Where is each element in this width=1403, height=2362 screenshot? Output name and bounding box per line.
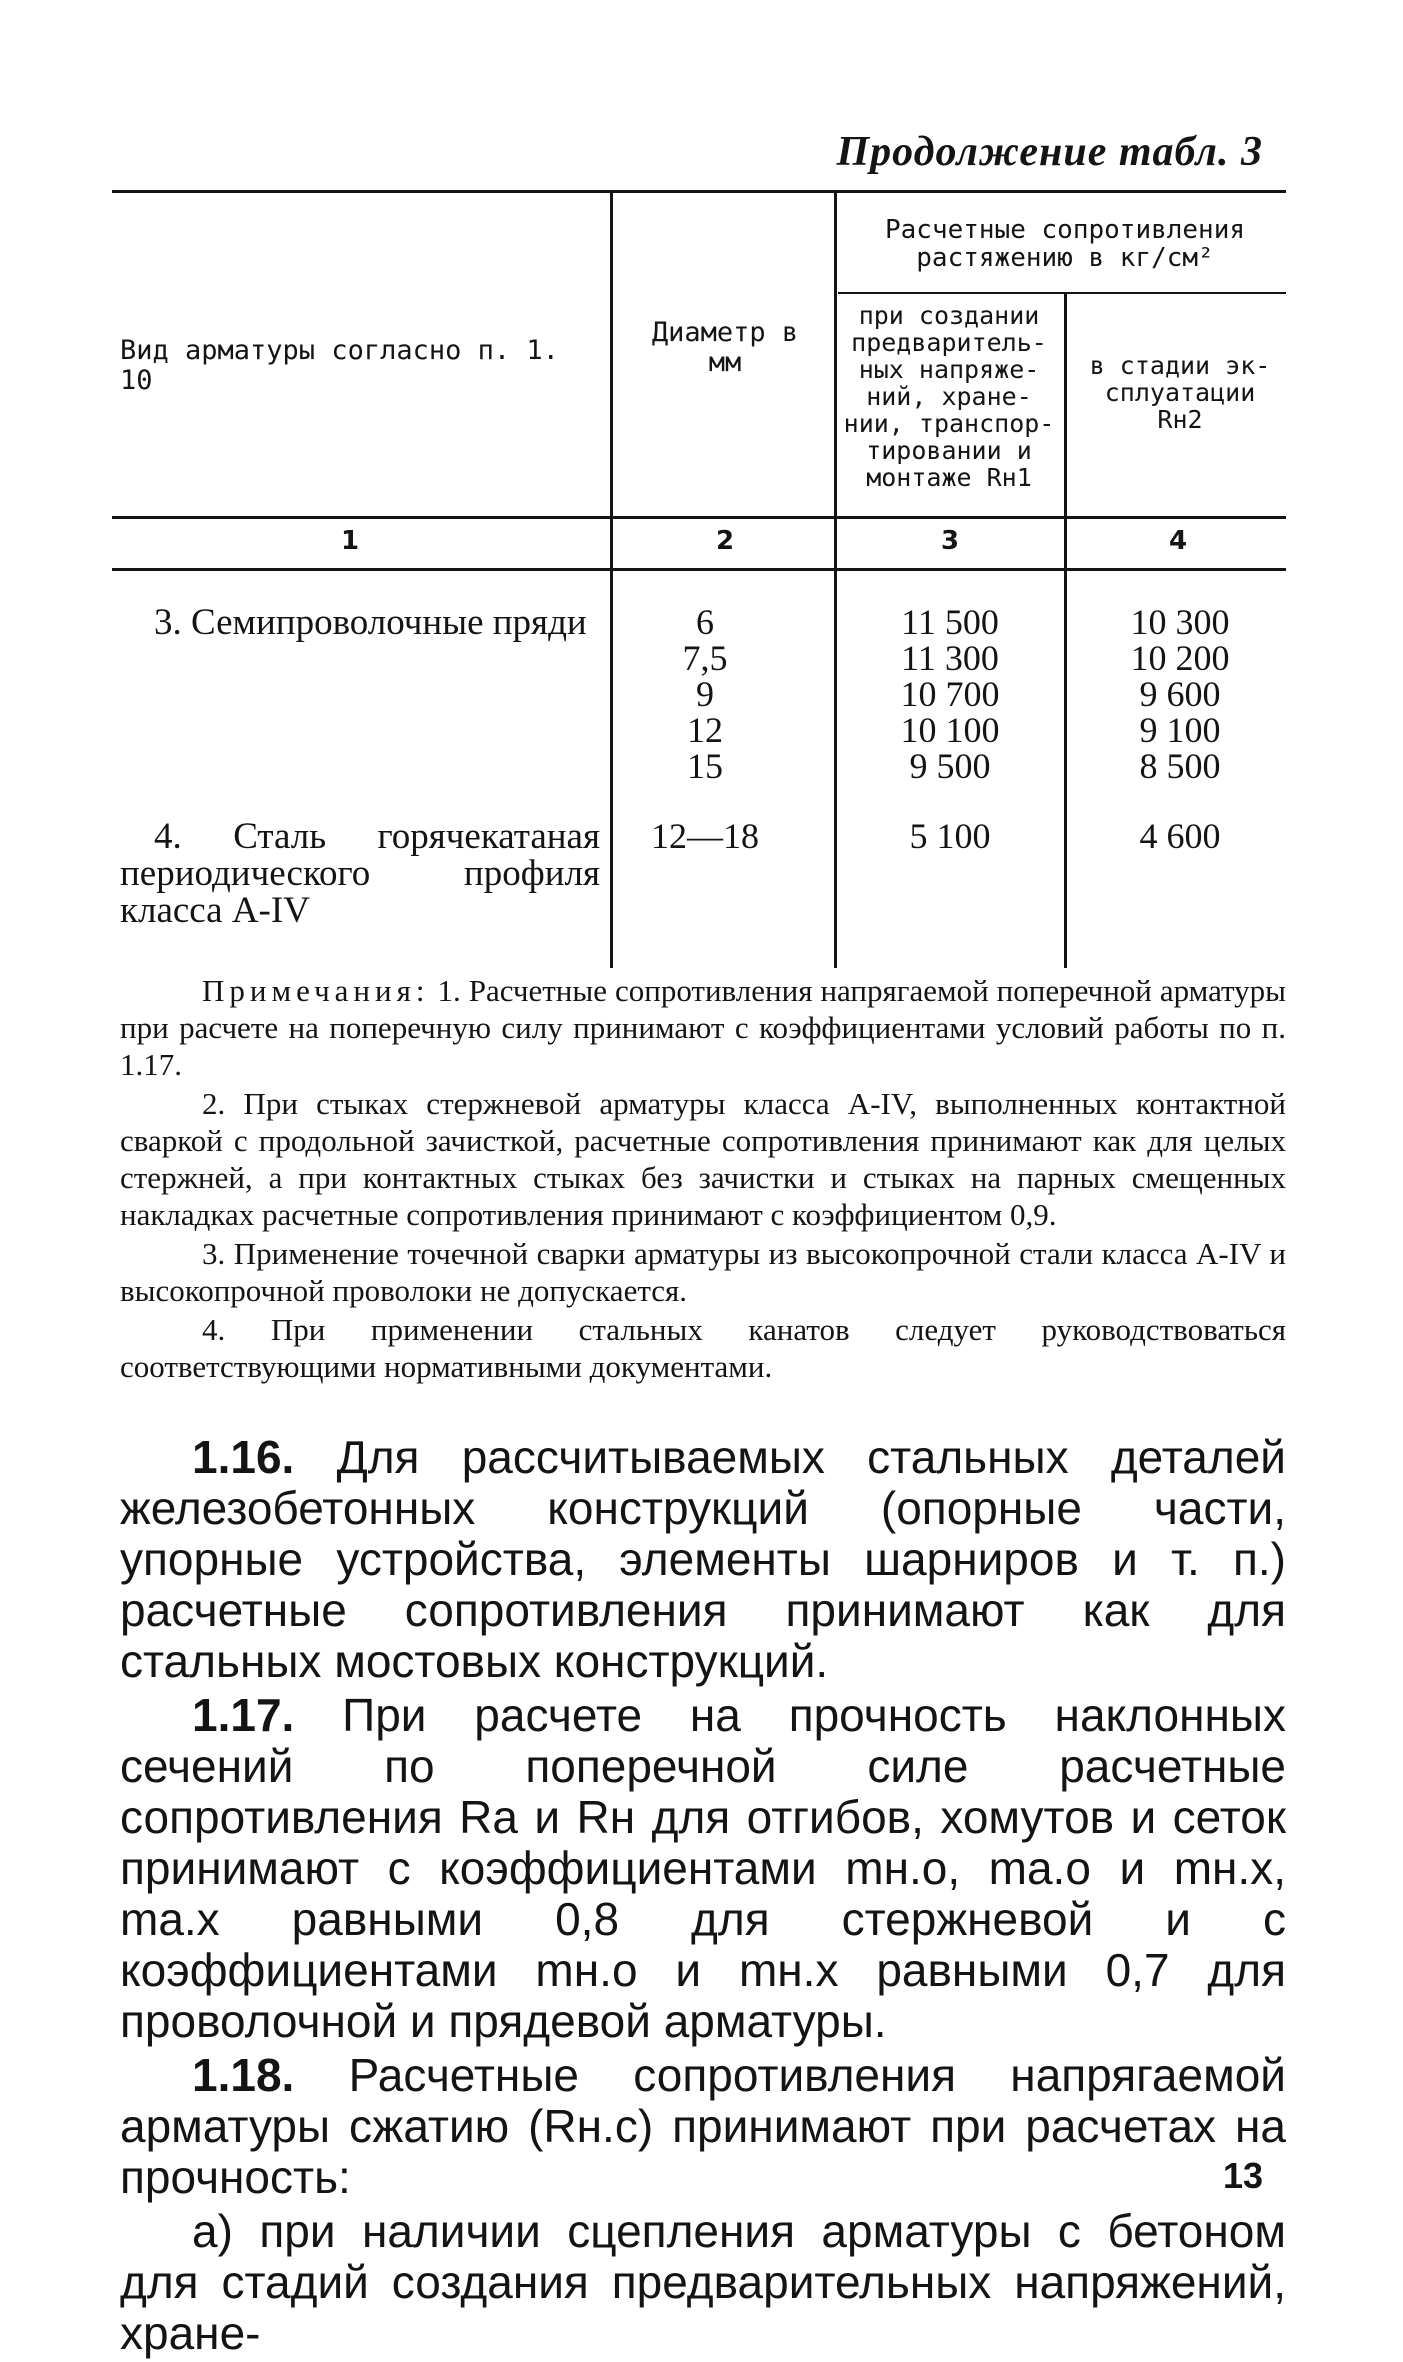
- main-text: [120, 1432, 1286, 2362]
- row-3-r2-5: 8 500: [1139, 746, 1221, 786]
- row-4-diameter: 12—18: [651, 816, 759, 856]
- column-divider-3: [1064, 292, 1067, 968]
- header-column-3: при создании предваритель-ных напряже-ний, хране-нии, транспор-тировании и монтаже Rн1: [843, 301, 1055, 492]
- page-number: 13: [1222, 2155, 1263, 2196]
- table-top-rule: [112, 190, 1286, 193]
- note-3: 3. Применение точечной сварки арматуры из высокопрочной стали класса А-IV и высокопрочной проволоки не допускается.: [120, 1236, 1286, 1308]
- column-number-1: 1: [340, 526, 360, 556]
- row-3-diameter-5: 15: [687, 746, 723, 786]
- table-notes: [120, 972, 1286, 1387]
- paragraph-1-16: [120, 1432, 1286, 1687]
- paragraph-1-18: [120, 2050, 1286, 2203]
- header-bottom-rule: [112, 516, 1286, 519]
- row-3-r2-3: 9 600: [1139, 674, 1221, 714]
- column-divider-1: [610, 190, 613, 968]
- header-diameter: Диаметр в мм: [651, 317, 799, 378]
- row-3-r2-2: 10 200: [1130, 638, 1230, 678]
- column-number-2: 2: [715, 526, 735, 556]
- paragraph-1-18-a: а) при наличии сцепления арматуры с бетоном для стадий создания предварительных напряжений, хране-: [120, 2205, 1286, 2359]
- row-3-diameter-2: 7,5: [682, 638, 728, 678]
- column-number-4: 4: [1168, 526, 1188, 556]
- row-3-diameter-3: 9: [696, 674, 714, 714]
- note-1: [120, 972, 1286, 1083]
- clause-number-1-17: 1.17.: [192, 1689, 295, 1741]
- row-4-r1: 5 100: [909, 816, 991, 856]
- note-2: 2. При стыках стержневой арматуры класса А-IV, выполненных контактной сваркой с продольной зачисткой, расчетные сопротивления принимают как для целых стержней, а при контактных стыках без зачистки и стыках на парных смещенных накладках расчетные сопротивления принимают с коэффициентом 0,9.: [120, 1086, 1286, 1232]
- paragraph-1-18-text: Расчетные сопротивления напрягаемой арматуры сжатию (Rн.с) принимают при расчетах на прочность:: [120, 2049, 1286, 2203]
- table-continuation-label: Продолжение табл. 3: [836, 129, 1263, 175]
- column-number-rule: [112, 568, 1286, 571]
- row-3-diameter-1: 6: [696, 602, 714, 642]
- notes-title: Примечания:: [202, 973, 430, 1008]
- paragraph-1-17: [120, 1690, 1286, 2047]
- row-3-r1-5: 9 500: [909, 746, 991, 786]
- row-3-r1-4: 10 100: [900, 710, 1000, 750]
- clause-number-1-16: 1.16.: [192, 1431, 295, 1483]
- row-4-r2: 4 600: [1139, 816, 1221, 856]
- row-3-r2-1: 10 300: [1130, 602, 1230, 642]
- header-reinforcement-type: Вид арматуры согласно п. 1. 10: [120, 335, 559, 396]
- row-3-r2-4: 9 100: [1139, 710, 1221, 750]
- paragraph-1-16-text: Для рассчитываемых стальных деталей железобетонных конструкций (опорные части, упорные устройства, элементы шарниров и т. п.) расчетные сопротивления принимают как для стальных мостовых конструкций.: [120, 1431, 1286, 1687]
- header-resistance-group: Расчетные сопротивления растяжению в кг/см²: [884, 215, 1246, 273]
- row-3-r1-3: 10 700: [900, 674, 1000, 714]
- paragraph-1-17-text: При расчете на прочность наклонных сечений по поперечной силе расчетные сопротивления Rа и Rн для отгибов, хомутов и сеток принимают с коэффициентами mн.о, mа.о и mн.х, mа.х равными 0,8 для стержневой и с коэффициентами mн.о и mн.х равными 0,7 для проволочной и прядевой арматуры.: [120, 1689, 1286, 2047]
- group-header-rule: [838, 292, 1286, 294]
- row-3-diameter-4: 12: [687, 710, 723, 750]
- column-number-3: 3: [940, 526, 960, 556]
- row-3-r1-1: 11 500: [901, 602, 999, 642]
- row-3-r1-2: 11 300: [901, 638, 999, 678]
- row-3-name: 3. Семипроволочные пряди: [154, 602, 587, 643]
- column-divider-2: [834, 190, 837, 968]
- header-column-4: в стадии эк-сплуатации Rн2: [1089, 351, 1271, 434]
- note-1-text: 1. Расчетные сопротивления напрягаемой поперечной арматуры при расчете на поперечную силу принимают с коэффициентами условий работы по п. 1.17.: [120, 973, 1287, 1082]
- clause-number-1-18: 1.18.: [192, 2049, 295, 2101]
- row-4-name: 4. Сталь горячекатаная периодического профиля класса А-IV: [120, 816, 600, 931]
- note-4: 4. При применении стальных канатов следует руководствоваться соответствующими нормативными документами.: [120, 1312, 1286, 1384]
